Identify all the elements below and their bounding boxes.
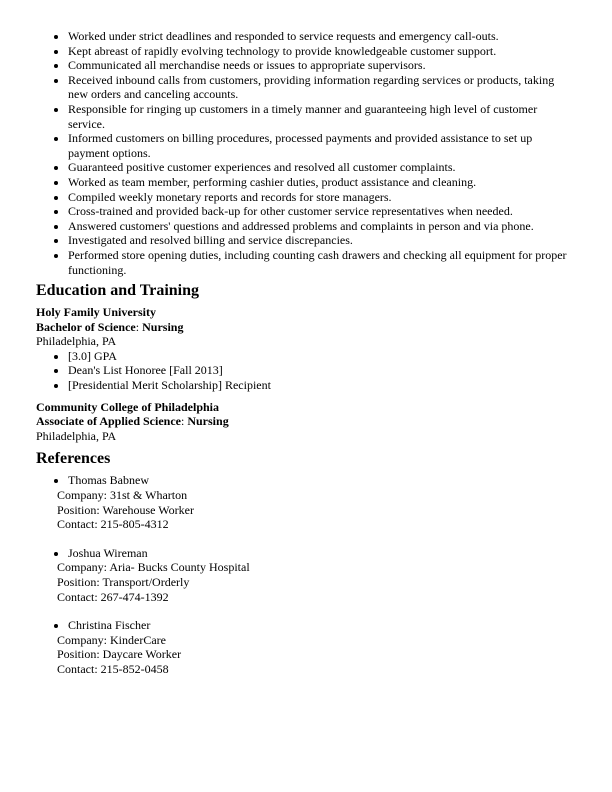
school-name: Holy Family University [36,305,156,320]
experience-bullet: • Investigated and resolved billing and service discrepancies. [68,233,576,248]
education-bullet: • [3.0] GPA [68,349,576,364]
reference-position: Position: Transport/Orderly [57,575,190,589]
reference-contact: Contact: 215-805-4312 [57,517,169,532]
experience-bullet: • Compiled weekly monetary reports and records for store managers. [68,190,576,205]
reference-contact: Contact: 215-852-0458 [57,661,169,676]
experience-bullet: • Cross-trained and provided back-up for other customer service representatives when needed. [68,204,576,219]
experience-bullet: • Received inbound calls from customers, providing information regarding services or products, taking new orders and canceling accounts. [68,73,576,102]
reference-contact: Contact: 267-474-1392 [57,589,169,604]
experience-bullet-list [36,29,576,277]
experience-bullet: • Communicated all merchandise needs or issues to appropriate supervisors. [68,58,576,73]
reference-entry [36,546,576,604]
reference-entry [36,618,576,676]
experience-bullet: • Worked as team member, performing cashier duties, product assistance and cleaning. [68,175,576,190]
school-location: Philadelphia, PA [36,334,117,349]
reference-name-list [36,546,576,561]
experience-bullet: • Informed customers on billing procedures, processed payments and provided assistance to set up payment options. [68,131,576,160]
degree-name: Bachelor of Science [36,319,136,334]
experience-bullet: • Performed store opening duties, including counting cash drawers and checking all equipment for proper functioning. [68,248,576,277]
education-entry-community-college [36,400,576,444]
school-location: Philadelphia, PA [36,428,117,443]
experience-bullet: • Kept abreast of rapidly evolving technology to provide knowledgeable customer support. [68,44,576,59]
degree-name: Associate of Applied Science [36,414,181,429]
experience-bullet: • Answered customers' questions and addressed problems and complaints in person and via phone. [68,219,576,234]
section-heading-education: Education and Training [36,282,200,300]
school-name: Community College of Philadelphia [36,399,220,414]
reference-name: • Joshua Wireman [68,546,576,561]
reference-company: Company: 31st & Wharton [57,488,188,503]
experience-bullet: • Worked under strict deadlines and responded to service requests and emergency call-outs. [68,29,576,44]
experience-bullet: • Responsible for ringing up customers in a timely manner and guaranteeing high level of customer service. [68,102,576,131]
reference-entry [36,473,576,531]
education-entry-holy-family [36,305,576,393]
section-heading-references: References [36,450,111,468]
degree-separator: : [135,319,140,334]
degree-separator: : [181,414,185,429]
reference-position: Position: Warehouse Worker [57,502,194,517]
degree-line [36,320,576,335]
degree-major: Nursing [187,414,229,429]
experience-bullet: • Guaranteed positive customer experiences and resolved all customer complaints. [68,160,576,175]
reference-name-list [36,473,576,488]
education-bullet: • [Presidential Merit Scholarship] Recipient [68,378,576,393]
education-bullet: • Dean's List Honoree [Fall 2013] [68,363,576,378]
reference-company: Company: Aria- Bucks County Hospital [57,560,250,575]
degree-line [36,414,576,429]
degree-major: Nursing [142,319,184,334]
reference-position: Position: Daycare Worker [57,647,182,662]
reference-company: Company: KinderCare [57,632,166,647]
reference-name-list [36,618,576,633]
reference-name: • Thomas Babnew [68,473,576,488]
reference-name: • Christina Fischer [68,618,576,633]
education-bullet-list [36,349,576,393]
